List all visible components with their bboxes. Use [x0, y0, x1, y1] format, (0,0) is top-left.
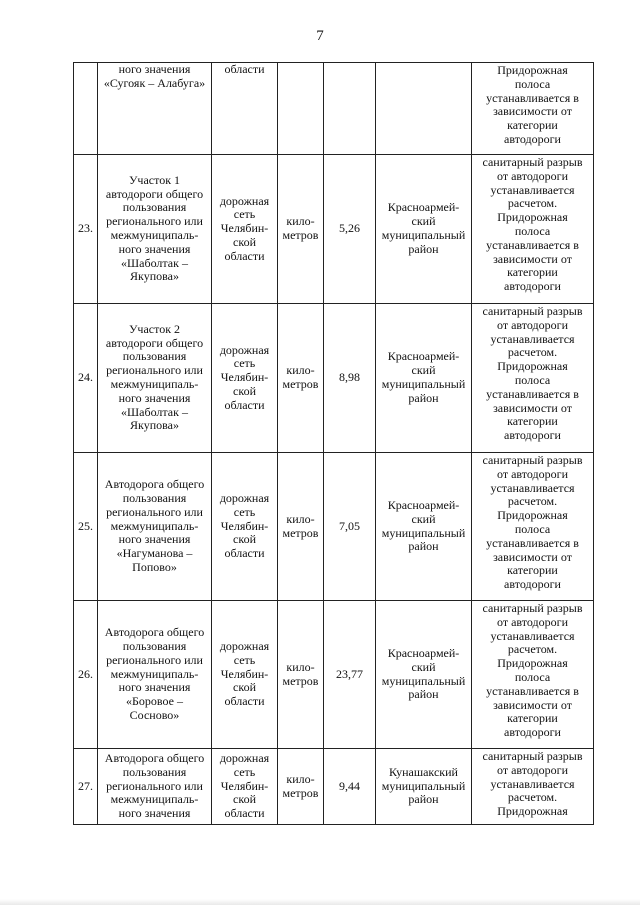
note-cell: санитарный разрыв от автодороги устанавливается расчетом. Придорожная полоса устанавливается в зависимости от категории автодороги	[472, 453, 594, 601]
length-cell: 9,44	[324, 749, 376, 825]
length-cell	[324, 63, 376, 155]
road-network-cell: дорожная сеть Челябин- ской области	[212, 453, 278, 601]
unit-cell	[278, 63, 324, 155]
road-network-cell: дорожная сеть Челябин- ской области	[212, 304, 278, 453]
row-number-cell: 24.	[74, 304, 98, 453]
unit-cell: кило- метров	[278, 749, 324, 825]
table-row	[74, 63, 594, 155]
road-name-cell: Участок 2 автодороги общего пользования регионального или межмуниципаль- ного значения «Шаболтак – Якупова»	[98, 304, 212, 453]
unit-cell: кило- метров	[278, 601, 324, 749]
unit-cell: кило- метров	[278, 304, 324, 453]
table-row	[74, 601, 594, 749]
row-number-cell	[74, 63, 98, 155]
unit-cell: кило- метров	[278, 453, 324, 601]
row-number-cell: 25.	[74, 453, 98, 601]
roads-table	[73, 62, 594, 825]
unit-cell: кило- метров	[278, 155, 324, 304]
length-cell: 5,26	[324, 155, 376, 304]
road-network-cell: области	[212, 63, 278, 155]
page-number: 7	[316, 28, 324, 44]
road-name-cell: Автодорога общего пользования регионального или межмуниципаль- ного значения «Нагуманова – Попово»	[98, 453, 212, 601]
road-network-cell: дорожная сеть Челябин- ской области	[212, 155, 278, 304]
table-row	[74, 749, 594, 825]
road-network-cell: дорожная сеть Челябин- ской области	[212, 601, 278, 749]
row-number-cell: 27.	[74, 749, 98, 825]
district-cell: Красноармей- ский муниципальный район	[376, 601, 472, 749]
road-name-cell: Автодорога общего пользования регионального или межмуниципаль- ного значения «Боровое – Сосново»	[98, 601, 212, 749]
length-cell: 8,98	[324, 304, 376, 453]
row-number-cell: 26.	[74, 601, 98, 749]
district-cell: Кунашакский муниципальный район	[376, 749, 472, 825]
note-cell: санитарный разрыв от автодороги устанавливается расчетом. Придорожная полоса устанавливается в зависимости от категории автодороги	[472, 601, 594, 749]
district-cell: Красноармей- ский муниципальный район	[376, 155, 472, 304]
note-cell: санитарный разрыв от автодороги устанавливается расчетом. Придорожная полоса устанавливается в зависимости от категории автодороги	[472, 304, 594, 453]
note-cell: санитарный разрыв от автодороги устанавливается расчетом. Придорожная	[472, 749, 594, 825]
length-cell: 23,77	[324, 601, 376, 749]
district-cell: Красноармей- ский муниципальный район	[376, 453, 472, 601]
table-row	[74, 155, 594, 304]
road-name-cell: ного значения «Сугояк – Алабуга»	[98, 63, 212, 155]
table-row	[74, 453, 594, 601]
length-cell: 7,05	[324, 453, 376, 601]
scan-bottom-edge	[0, 899, 640, 905]
row-number-cell: 23.	[74, 155, 98, 304]
road-name-cell: Автодорога общего пользования регионального или межмуниципаль- ного значения	[98, 749, 212, 825]
note-cell: санитарный разрыв от автодороги устанавливается расчетом. Придорожная полоса устанавливается в зависимости от категории автодороги	[472, 155, 594, 304]
district-cell	[376, 63, 472, 155]
district-cell: Красноармей- ский муниципальный район	[376, 304, 472, 453]
road-network-cell: дорожная сеть Челябин- ской области	[212, 749, 278, 825]
table-row	[74, 304, 594, 453]
road-name-cell: Участок 1 автодороги общего пользования регионального или межмуниципаль- ного значения «Шаболтак – Якупова»	[98, 155, 212, 304]
note-cell: Придорожная полоса устанавливается в зависимости от категории автодороги	[472, 63, 594, 155]
